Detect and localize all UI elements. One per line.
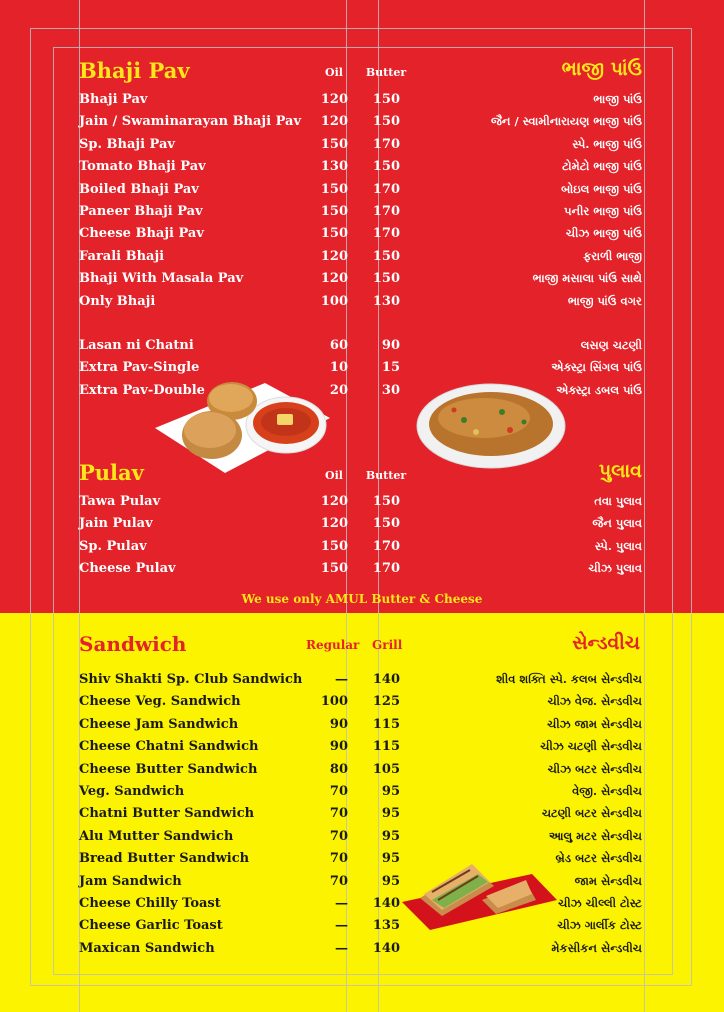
bhaji-item-price-butter: 170 [372, 181, 400, 197]
pulav-item-price-butter: 170 [372, 538, 400, 554]
bhaji-item-name: Farali Bhaji [79, 248, 165, 264]
sandwich-item-name: Cheese Chilly Toast [79, 896, 221, 911]
bhaji-extra-name: Extra Pav-Double [79, 382, 205, 398]
bhaji-item-price-oil: 100 [320, 293, 348, 309]
bhaji-item-price-butter: 150 [372, 248, 400, 264]
sandwich-item-price-grill: 95 [381, 828, 400, 844]
sandwich-item-price-regular: 90 [329, 739, 348, 755]
sandwich-image [402, 852, 557, 930]
bhaji-extra-row [0, 338, 724, 360]
bhaji-item-price-oil: 150 [320, 204, 348, 219]
bhaji-item-price-butter: 150 [372, 159, 400, 175]
bhaji-extra-name: Extra Pav-Single [79, 360, 200, 376]
sandwich-item-price-grill: 115 [372, 739, 400, 755]
bhaji-item-price-butter: 170 [372, 136, 400, 152]
sandwich-item-name-gu: ચટણી બટર સેન્ડવીચ [541, 806, 642, 821]
bhaji-item-name: Bhaji Pav [79, 92, 148, 107]
bhaji-item-price-oil: 120 [320, 248, 348, 264]
sandwich-item-name: Cheese Veg. Sandwich [79, 694, 241, 710]
sandwich-item-price-regular: — [335, 896, 348, 911]
bhaji-item-price-oil: 120 [320, 92, 348, 107]
bhaji-item-row [0, 137, 724, 159]
bhaji-item-name: Jain / Swaminarayan Bhaji Pav [79, 114, 301, 130]
pulav-item-price-butter: 150 [372, 494, 400, 509]
sandwich-col-regular: Regular [306, 638, 360, 652]
sandwich-item-row [0, 874, 724, 896]
pulav-item-name-gu: સ્પે. પુલાવ [594, 538, 642, 553]
pulav-item-price-oil: 120 [320, 516, 348, 532]
sandwich-item-price-regular: 70 [329, 873, 348, 889]
bhaji-item-name-gu: ભાજી મસાલા પાંઉ સાથે [532, 271, 642, 286]
pulav-title: Pulav [79, 460, 144, 485]
pulav-item-row [0, 539, 724, 561]
bhaji-item-price-oil: 150 [320, 181, 348, 197]
sandwich-item-name: Veg. Sandwich [79, 784, 185, 799]
pulav-item-name: Jain Pulav [79, 516, 153, 532]
bhaji-item-row [0, 114, 724, 136]
sandwich-item-price-regular: — [335, 940, 348, 956]
bhaji-item-row [0, 204, 724, 226]
bhaji-item-price-oil: 150 [320, 226, 348, 242]
bhaji-item-price-butter: 170 [372, 204, 400, 219]
sandwich-title: Sandwich [79, 632, 187, 656]
bhaji-item-name: Bhaji With Masala Pav [79, 271, 244, 287]
sandwich-item-name: Maxican Sandwich [79, 940, 215, 956]
sandwich-item-name-gu: આલુ મટર સેન્ડવીચ [548, 828, 642, 843]
sandwich-item-price-regular: 80 [329, 761, 348, 777]
sandwich-item-name: Shiv Shakti Sp. Club Sandwich [79, 672, 303, 687]
amul-note: We use only AMUL Butter & Cheese [241, 592, 483, 606]
bhaji-item-price-butter: 150 [372, 271, 400, 287]
bhaji-extra-price-oil: 20 [329, 382, 348, 398]
sandwich-item-name-gu: ચીઝ બટર સેન્ડવીચ [547, 761, 642, 776]
bhaji-item-name-gu: ભાજી પાંઉ [593, 92, 642, 106]
bhaji-item-name-gu: ભાજી પાંઉ વગર [567, 293, 642, 308]
bhaji-item-name: Only Bhaji [79, 293, 156, 309]
sandwich-item-price-regular: 90 [329, 716, 348, 732]
bhaji-item-row [0, 182, 724, 204]
bhaji-item-name-gu: સ્પે. ભાજી પાંઉ [572, 136, 642, 151]
sandwich-item-price-regular: 70 [329, 806, 348, 822]
pulav-item-price-oil: 120 [320, 494, 348, 509]
sandwich-item-row [0, 851, 724, 873]
bhaji-item-name: Boiled Bhaji Pav [79, 181, 199, 197]
bhaji-extra-price-oil: 10 [329, 360, 348, 376]
bhaji-item-name: Paneer Bhaji Pav [79, 204, 203, 219]
sandwich-item-price-grill: 95 [381, 784, 400, 799]
sandwich-item-row [0, 739, 724, 761]
pulav-item-name: Cheese Pulav [79, 561, 176, 577]
bhaji-extra-price-oil: 60 [329, 338, 348, 353]
sandwich-item-price-grill: 140 [372, 896, 400, 911]
bhaji-title: Bhaji Pav [79, 58, 190, 83]
sandwich-col-grill: Grill [372, 638, 403, 652]
pav-bhaji-image [155, 378, 335, 478]
bhaji-item-price-butter: 170 [372, 226, 400, 242]
sandwich-item-price-grill: 140 [372, 672, 400, 687]
sandwich-item-name-gu: ચીઝ ચટણી સેન્ડવીચ [540, 739, 642, 754]
bhaji-extra-price-butter: 30 [381, 382, 400, 398]
sandwich-item-row [0, 918, 724, 940]
sandwich-item-price-grill: 105 [372, 761, 400, 777]
sandwich-item-price-grill: 95 [381, 851, 400, 867]
bhaji-item-name-gu: બોઇલ ભાજી પાંઉ [561, 181, 642, 196]
sandwich-item-price-grill: 115 [372, 716, 400, 732]
sandwich-item-row [0, 762, 724, 784]
sandwich-item-name-gu: મેકસીકન સેન્ડવીચ [551, 940, 642, 955]
sandwich-item-price-regular: — [335, 918, 348, 934]
pulav-item-price-butter: 170 [372, 561, 400, 577]
sandwich-item-price-regular: — [335, 672, 348, 687]
bhaji-item-name: Cheese Bhaji Pav [79, 226, 204, 242]
pulav-item-row [0, 561, 724, 583]
bhaji-item-row [0, 92, 724, 114]
sandwich-item-name: Cheese Jam Sandwich [79, 716, 239, 732]
bhaji-item-row [0, 294, 724, 316]
sandwich-item-name: Cheese Butter Sandwich [79, 761, 258, 777]
bhaji-item-name-gu: પનીર ભાજી પાંઉ [564, 204, 642, 218]
bhaji-extra-name-gu: એક્સ્ટ્રા ડબલ પાંઉ [556, 382, 642, 397]
pulav-item-row [0, 494, 724, 516]
sandwich-item-row [0, 784, 724, 806]
bhaji-item-name: Sp. Bhaji Pav [79, 136, 175, 152]
sandwich-item-row [0, 806, 724, 828]
sandwich-item-price-regular: 70 [329, 828, 348, 844]
sandwich-item-name-gu: શીવ શક્તિ સ્પે. કલબ સેન્ડવીચ [496, 672, 642, 686]
bhaji-col-butter: Butter [365, 66, 407, 79]
bhaji-extra-price-butter: 90 [381, 338, 400, 353]
sandwich-item-row [0, 694, 724, 716]
sandwich-item-price-grill: 125 [372, 694, 400, 710]
bhaji-item-price-butter: 150 [372, 114, 400, 130]
sandwich-item-name-gu: વેજી. સેન્ડવીચ [572, 784, 642, 798]
pulav-image [414, 372, 568, 480]
pulav-item-price-butter: 150 [372, 516, 400, 532]
pulav-col-butter: Butter [365, 469, 407, 482]
sandwich-title-gu: સેન્ડવીચ [572, 632, 640, 654]
bhaji-item-row [0, 159, 724, 181]
sandwich-item-name: Cheese Garlic Toast [79, 918, 223, 934]
sandwich-item-name: Chatni Butter Sandwich [79, 806, 255, 822]
bhaji-item-price-butter: 130 [372, 293, 400, 309]
bhaji-item-row [0, 271, 724, 293]
bhaji-extra-row [0, 383, 724, 405]
sandwich-item-price-grill: 140 [372, 940, 400, 956]
bhaji-item-name-gu: ફરાળી ભાજી [583, 248, 642, 263]
sandwich-item-row [0, 896, 724, 918]
sandwich-item-name-gu: બ્રેડ બટર સેન્ડવીચ [555, 851, 642, 866]
bhaji-item-name-gu: ચીઝ ભાજી પાંઉ [565, 226, 642, 241]
sandwich-item-row [0, 829, 724, 851]
sandwich-item-name: Cheese Chatni Sandwich [79, 739, 259, 755]
sandwich-item-price-regular: 100 [320, 694, 348, 710]
pulav-item-name-gu: ચીઝ પુલાવ [588, 561, 642, 576]
bhaji-extra-name-gu: એક્સ્ટ્રા સિંગલ પાંઉ [551, 360, 642, 375]
sandwich-item-row [0, 672, 724, 694]
sandwich-item-price-grill: 135 [372, 918, 400, 934]
bhaji-item-name-gu: જૈન / સ્વામીનારાયણ ભાજી પાંઉ [491, 114, 642, 129]
sandwich-item-name-gu: ચીઝ જામ સેન્ડવીચ [547, 716, 642, 731]
pulav-item-row [0, 516, 724, 538]
pulav-item-name: Sp. Pulav [79, 538, 147, 554]
bhaji-item-price-butter: 150 [372, 92, 400, 107]
sandwich-item-name: Alu Mutter Sandwich [79, 828, 234, 844]
pulav-col-oil: Oil [325, 469, 343, 482]
sandwich-item-row [0, 941, 724, 963]
bhaji-title-gu: ભાજી પાંઉ [561, 58, 642, 80]
sandwich-item-price-regular: 70 [329, 784, 348, 799]
bhaji-item-price-oil: 120 [320, 114, 348, 130]
bhaji-extra-name-gu: લસણ ચટણી [580, 338, 642, 352]
bhaji-item-price-oil: 130 [320, 159, 348, 175]
pulav-item-name-gu: જૈન પુલાવ [592, 516, 642, 531]
bhaji-extra-name: Lasan ni Chatni [79, 338, 194, 353]
pulav-item-price-oil: 150 [320, 538, 348, 554]
sandwich-item-price-grill: 95 [381, 806, 400, 822]
bhaji-item-row [0, 249, 724, 271]
pulav-item-name-gu: તવા પુલાવ [594, 494, 642, 508]
bhaji-extra-price-butter: 15 [381, 360, 400, 376]
bhaji-item-price-oil: 120 [320, 271, 348, 287]
bhaji-item-name: Tomato Bhaji Pav [79, 159, 206, 175]
pulav-title-gu: પુલાવ [598, 460, 642, 482]
sandwich-item-name-gu: ચીઝ વેજ. સેન્ડવીચ [547, 694, 642, 709]
pulav-item-name: Tawa Pulav [79, 494, 161, 509]
bhaji-extra-row [0, 360, 724, 382]
sandwich-item-name-gu: જામ સેન્ડવીચ [574, 873, 642, 888]
sandwich-item-name: Jam Sandwich [79, 873, 182, 889]
sandwich-item-name: Bread Butter Sandwich [79, 851, 250, 867]
sandwich-item-row [0, 717, 724, 739]
pulav-item-price-oil: 150 [320, 561, 348, 577]
sandwich-item-price-regular: 70 [329, 851, 348, 867]
sandwich-item-name-gu: ચીઝ ગાર્લીક ટોસ્ટ [557, 918, 642, 933]
bhaji-item-name-gu: ટોમેટો ભાજી પાંઉ [562, 159, 642, 174]
sandwich-item-name-gu: ચીઝ ચીલ્લી ટોસ્ટ [558, 896, 642, 910]
bhaji-item-price-oil: 150 [320, 136, 348, 152]
bhaji-item-row [0, 226, 724, 248]
bhaji-col-oil: Oil [325, 66, 343, 79]
sandwich-item-price-grill: 95 [381, 873, 400, 889]
